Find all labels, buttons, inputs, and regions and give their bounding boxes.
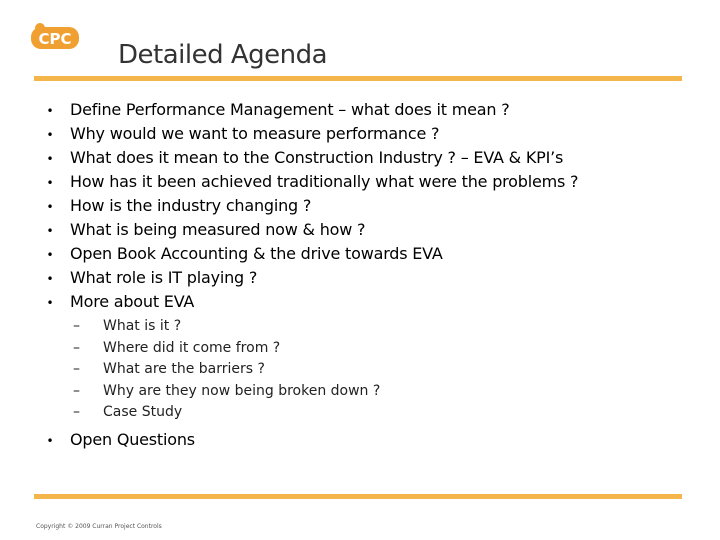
agenda-item-text: How has it been achieved traditionally what were the problems ? xyxy=(70,172,579,191)
bullet-icon: • xyxy=(46,104,54,118)
agenda-item xyxy=(30,220,700,244)
top-divider xyxy=(34,76,682,81)
dash-icon: – xyxy=(73,339,80,356)
sub-item-text: Why are they now being broken down ? xyxy=(103,382,381,399)
bullet-icon: • xyxy=(46,248,54,262)
agenda-item-text: More about EVA xyxy=(70,292,195,311)
logo-text: CPC xyxy=(38,30,72,48)
bullet-icon: • xyxy=(46,433,54,448)
agenda-item-text: How is the industry changing ? xyxy=(70,196,312,215)
company-logo xyxy=(30,22,80,54)
sub-item xyxy=(73,318,700,340)
bullet-icon: • xyxy=(46,128,54,142)
sub-item xyxy=(73,404,700,426)
agenda-item xyxy=(30,292,700,316)
agenda-item-text: What role is IT playing ? xyxy=(70,268,258,287)
bullet-icon: • xyxy=(46,200,54,214)
bullet-icon: • xyxy=(46,152,54,166)
bullet-icon: • xyxy=(46,296,54,310)
agenda-item xyxy=(30,148,700,172)
sub-item xyxy=(73,340,700,362)
agenda-item-text: What does it mean to the Construction Industry ? – EVA & KPI’s xyxy=(70,148,564,167)
dash-icon: – xyxy=(73,361,80,377)
dash-icon: – xyxy=(73,318,80,334)
sub-item xyxy=(73,361,700,383)
agenda-item xyxy=(30,430,700,454)
bottom-divider xyxy=(34,494,682,499)
eva-sub-list xyxy=(73,318,700,426)
slide-title: Detailed Agenda xyxy=(118,40,328,70)
agenda-item xyxy=(30,124,700,148)
dash-icon: – xyxy=(73,382,80,399)
agenda-item-text: Why would we want to measure performance ? xyxy=(70,124,440,143)
dash-icon: – xyxy=(73,404,80,420)
bullet-icon: • xyxy=(46,272,54,286)
sub-item-text: What is it ? xyxy=(103,318,182,334)
agenda-item-text: What is being measured now & how ? xyxy=(70,220,366,239)
agenda-item-text: Define Performance Management – what does it mean ? xyxy=(70,100,510,119)
bullet-icon: • xyxy=(46,176,54,190)
copyright-footer: Copyright © 2009 Curran Project Controls xyxy=(36,523,162,530)
agenda-item xyxy=(30,100,700,124)
agenda-list xyxy=(30,100,700,454)
sub-item-text: Case Study xyxy=(103,404,183,420)
sub-item xyxy=(73,383,700,405)
agenda-item-text: Open Questions xyxy=(70,429,195,449)
sub-item-text: What are the barriers ? xyxy=(103,361,265,377)
bullet-icon: • xyxy=(46,224,54,238)
agenda-item xyxy=(30,244,700,268)
agenda-item xyxy=(30,268,700,292)
agenda-item-text: Open Book Accounting & the drive towards EVA xyxy=(70,244,443,263)
sub-item-text: Where did it come from ? xyxy=(103,339,281,356)
agenda-item xyxy=(30,172,700,196)
agenda-item xyxy=(30,196,700,220)
